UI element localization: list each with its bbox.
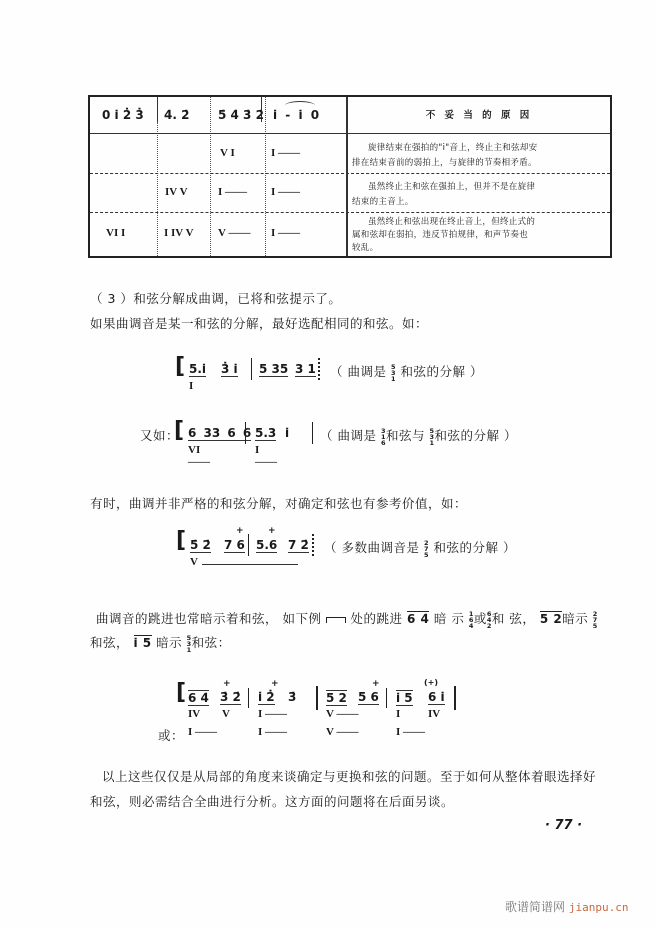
text: 和弦： (191, 635, 231, 650)
chord-cell: V I (220, 147, 235, 159)
bracket-icon: [ (174, 418, 185, 443)
leap-notes: 6 4̇ (406, 612, 430, 626)
annotation-text: 和弦的分解 ） (434, 428, 518, 443)
table-header-reason: 不 妥 当 的 原 因 (425, 110, 533, 121)
watermark-url: jianpu.cn (568, 901, 629, 914)
reason-line: 结束的主音上。 (352, 197, 414, 207)
note-group: 5 6 (358, 690, 379, 704)
annotation (324, 538, 516, 558)
chord-cell: V —— (218, 227, 251, 239)
paragraph (90, 633, 231, 653)
text: 和 弦， (491, 611, 536, 626)
paragraph (96, 609, 598, 629)
tie-arc (285, 101, 315, 110)
text: 暗 示 (433, 611, 465, 626)
note-group: 6 33 6 6 (188, 426, 252, 440)
note-group: 3̇ i̇ (221, 362, 238, 376)
chord-label: I —— (258, 708, 288, 720)
text: 或 (473, 611, 487, 626)
chord-cell: I —— (271, 227, 301, 239)
chord-label: V (222, 708, 230, 720)
note-group: 3 1 (295, 362, 316, 376)
reason-line: 虽然终止和弦出现在终止音上，但终止式的 (368, 217, 536, 227)
example-4 (150, 676, 470, 746)
bar-line (312, 422, 313, 444)
chord-label: I —— (396, 726, 426, 738)
chord-stack: 5 3 1 (390, 362, 396, 383)
beat-divider (265, 97, 266, 256)
melody-measure-2: 4̇. 2̇ (164, 108, 190, 122)
leap-notes: i̇ 5 (133, 636, 152, 650)
paragraph: 如果曲调音是某一和弦的分解，最好选配相同的和弦。如： (90, 316, 429, 331)
annotation-text: （ 多数曲调音是 (324, 540, 420, 555)
chord-stack: 5 3 1 (429, 426, 435, 447)
plus-mark: + (236, 526, 244, 536)
watermark (505, 898, 628, 915)
chord-stack: 1 6 4 (468, 609, 474, 630)
paragraph: 以上这些仅仅是从局部的角度来谈确定与更换和弦的问题。至于如何从整体着眼选择好 (102, 769, 597, 784)
reason-line: 旋律结束在强拍的"i̇"音上，终止主和弦却安 (368, 143, 538, 153)
chord-cell: I —— (218, 186, 248, 198)
chord-cell: I IV V (164, 227, 194, 239)
note: i̇ (285, 426, 290, 440)
reason-text (352, 180, 535, 210)
note-group: 3̇ 2̇ (220, 690, 241, 704)
prefix-label: 又如： (140, 428, 180, 443)
note-group: 7 2̇ (288, 538, 309, 552)
plus-mark: + (223, 679, 231, 689)
annotation-text: （ 曲调是 (320, 428, 377, 443)
chord-label: IV (188, 708, 201, 720)
reason-text (352, 216, 535, 255)
beat-divider (210, 97, 211, 256)
chord-stack: 5 3 1 (186, 633, 192, 654)
chord-label: V —— (326, 708, 359, 720)
bar-line (251, 358, 252, 380)
chord-stack: 2 7 5 (592, 609, 598, 630)
plus-mark: + (372, 679, 380, 689)
note-group: 5 35 (259, 362, 289, 376)
bracket-icon: [ (176, 680, 187, 705)
reason-line: 排在结束音前的弱拍上，与旋律的节奏相矛盾。 (352, 158, 537, 168)
chord-label: I —— (188, 726, 218, 738)
chord-label: I —— (255, 444, 277, 468)
bar-line (245, 422, 246, 444)
or-label: 或： (158, 728, 185, 743)
note-group: i̇ 5 (396, 691, 413, 705)
melody-measure-4: i̇ - i̇ 0 (273, 108, 322, 122)
reason-line: 较乱。 (352, 243, 379, 253)
section-heading: （ 3 ）和弦分解成曲调，已将和弦提示了。 (90, 291, 342, 306)
leap-notes: 5 2 (539, 612, 563, 626)
row-divider (90, 173, 610, 174)
chord-label: I (396, 708, 401, 720)
row-divider (90, 212, 610, 213)
bar-line (157, 97, 158, 122)
note-group: 5.6 (256, 538, 278, 552)
chord-label: V (190, 556, 198, 568)
annotation-text: （ 曲调是 (330, 364, 387, 379)
chord-stack: 6 4 2 (486, 609, 492, 630)
hold-line (202, 564, 298, 565)
note-group: 6 4̇ (188, 691, 209, 705)
bar-line (386, 688, 387, 708)
annotation-text: 和弦的分解 ） (433, 540, 516, 555)
row-divider (90, 133, 610, 134)
reason-text (352, 141, 537, 171)
note-group: 7 6 (224, 538, 245, 552)
reason-line: 虽然终止主和弦在强拍上，但并不是在旋律 (368, 182, 536, 192)
bracket-icon: [ (175, 354, 186, 379)
annotation-text: 和弦与 (386, 428, 426, 443)
chord-stack: 2 7 5 (423, 538, 429, 559)
annotation-text: 和弦的分解 ） (400, 364, 483, 379)
note-group: 5.3 (255, 426, 277, 440)
chord-cell: IV V (165, 186, 188, 198)
chord-cell: I —— (271, 186, 301, 198)
note-group: 6 i̇ (428, 690, 445, 704)
page-number: · 77 · (545, 818, 583, 833)
text: 暗示 (156, 635, 183, 650)
melody-measure-1: 0 i̇ 2̇ 3̇ (102, 108, 144, 122)
paragraph: 和弦，则必需结合全曲进行分析。这方面的问题将在后面另谈。 (90, 794, 455, 809)
note-group: 5 2 (326, 691, 347, 705)
note-group: i̇ 2̇ (258, 690, 275, 704)
chord-cell: VI I (106, 227, 126, 239)
text: 暗示 (562, 611, 589, 626)
text: 曲调音的跳进也常暗示着和弦， (96, 611, 279, 626)
end-bar-line (318, 358, 320, 380)
end-bar-line (454, 686, 456, 710)
watermark-text: 歌谱简谱网 (505, 900, 566, 914)
chord-stack: 3 1 6 (380, 426, 386, 447)
harmony-table (88, 95, 612, 258)
beat-divider (157, 122, 158, 256)
note-group: 5̇ 2̇ (190, 538, 211, 552)
annotation (330, 362, 483, 382)
text: 如下例 (282, 611, 322, 626)
bracket-mark-icon (326, 617, 346, 623)
end-bar-line (312, 534, 314, 556)
text: 和弦， (90, 635, 130, 650)
melody-measure-3: 5̇ 4̇ 3̇ 2̇ (218, 108, 264, 122)
plus-mark: + (271, 679, 279, 689)
text: 处的跳进 (350, 611, 403, 626)
paragraph: 有时，曲调并非严格的和弦分解，对确定和弦也有参考价值，如： (90, 496, 468, 511)
bar-line (248, 534, 249, 556)
chord-label: I —— (258, 726, 288, 738)
reason-line: 属和弦却在弱拍，违反节拍规律，和声节奏也 (352, 230, 529, 240)
bracket-icon: [ (176, 528, 187, 553)
bar-line (248, 688, 249, 708)
chord-label: IV (428, 708, 441, 720)
plus-mark: + (268, 526, 276, 536)
chord-label: VI —— (188, 444, 210, 468)
annotation (320, 426, 517, 446)
note: 3̇ (288, 690, 297, 704)
plus-mark: (+) (424, 678, 439, 687)
chord-label: V —— (326, 726, 359, 738)
chord-cell: I —— (271, 147, 301, 159)
bar-line (316, 686, 318, 710)
note-group: 5.i̇ (189, 362, 207, 376)
chord-label: I (189, 380, 194, 392)
